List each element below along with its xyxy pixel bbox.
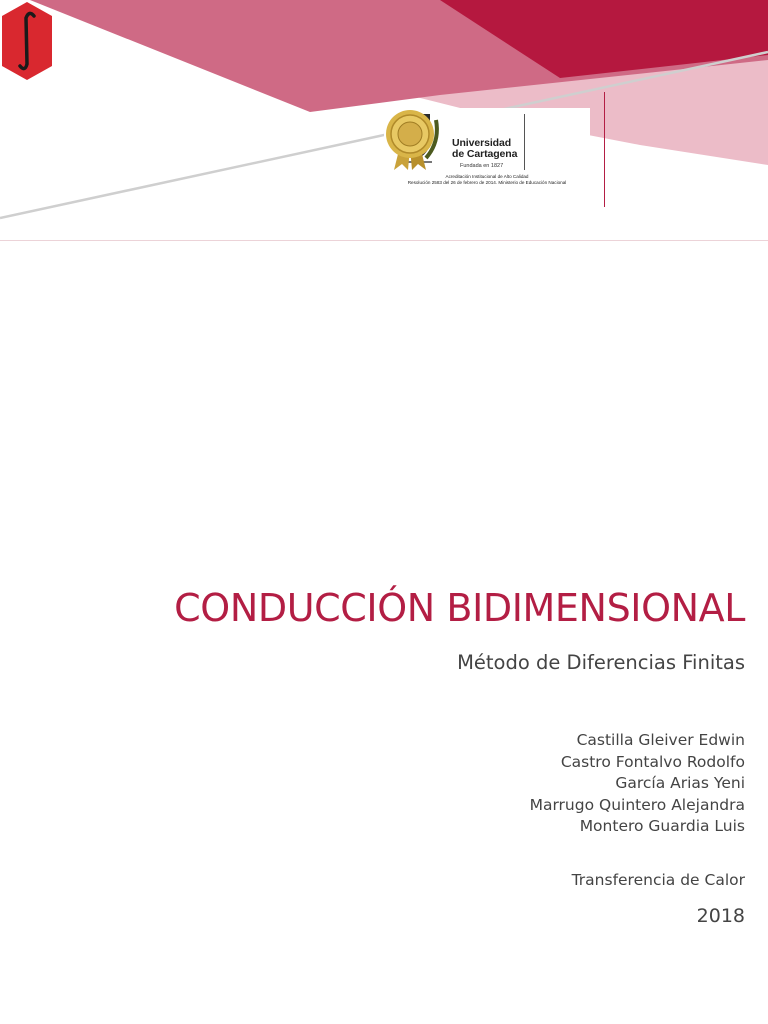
accreditation-text: Acreditación Institucional de Alto Calidad Resolución 2583 del 26 de febrero de 2014. Ministerio de Educación Nacional [407, 174, 567, 186]
author-name: Marrugo Quintero Alejandra [529, 795, 745, 814]
author-list [530, 730, 745, 838]
logo-separator [524, 114, 525, 170]
accreditation-seal-icon [384, 108, 436, 172]
document-year: 2018 [696, 905, 745, 927]
author-name: Montero Guardia Luis [579, 817, 745, 835]
university-founded: Fundada en 1827 [460, 163, 504, 169]
header-bottom-rule [0, 240, 768, 241]
author-name: García Arias Yeni [615, 774, 745, 792]
header-banner [0, 0, 768, 242]
document-subtitle: Método de Diferencias Finitas [457, 651, 745, 674]
document-title: CONDUCCIÓN BIDIMENSIONAL [174, 586, 745, 630]
header-vertical-divider [604, 92, 605, 207]
author-name: Castilla Gleiver Edwin [576, 731, 745, 749]
university-logo-block [384, 108, 590, 194]
university-name: Universidad de Cartagena [452, 137, 518, 160]
course-name: Transferencia de Calor [571, 871, 745, 889]
author-name: Castro Fontalvo Rodolfo [560, 752, 745, 771]
faculty-integral-logo-icon [0, 0, 54, 82]
